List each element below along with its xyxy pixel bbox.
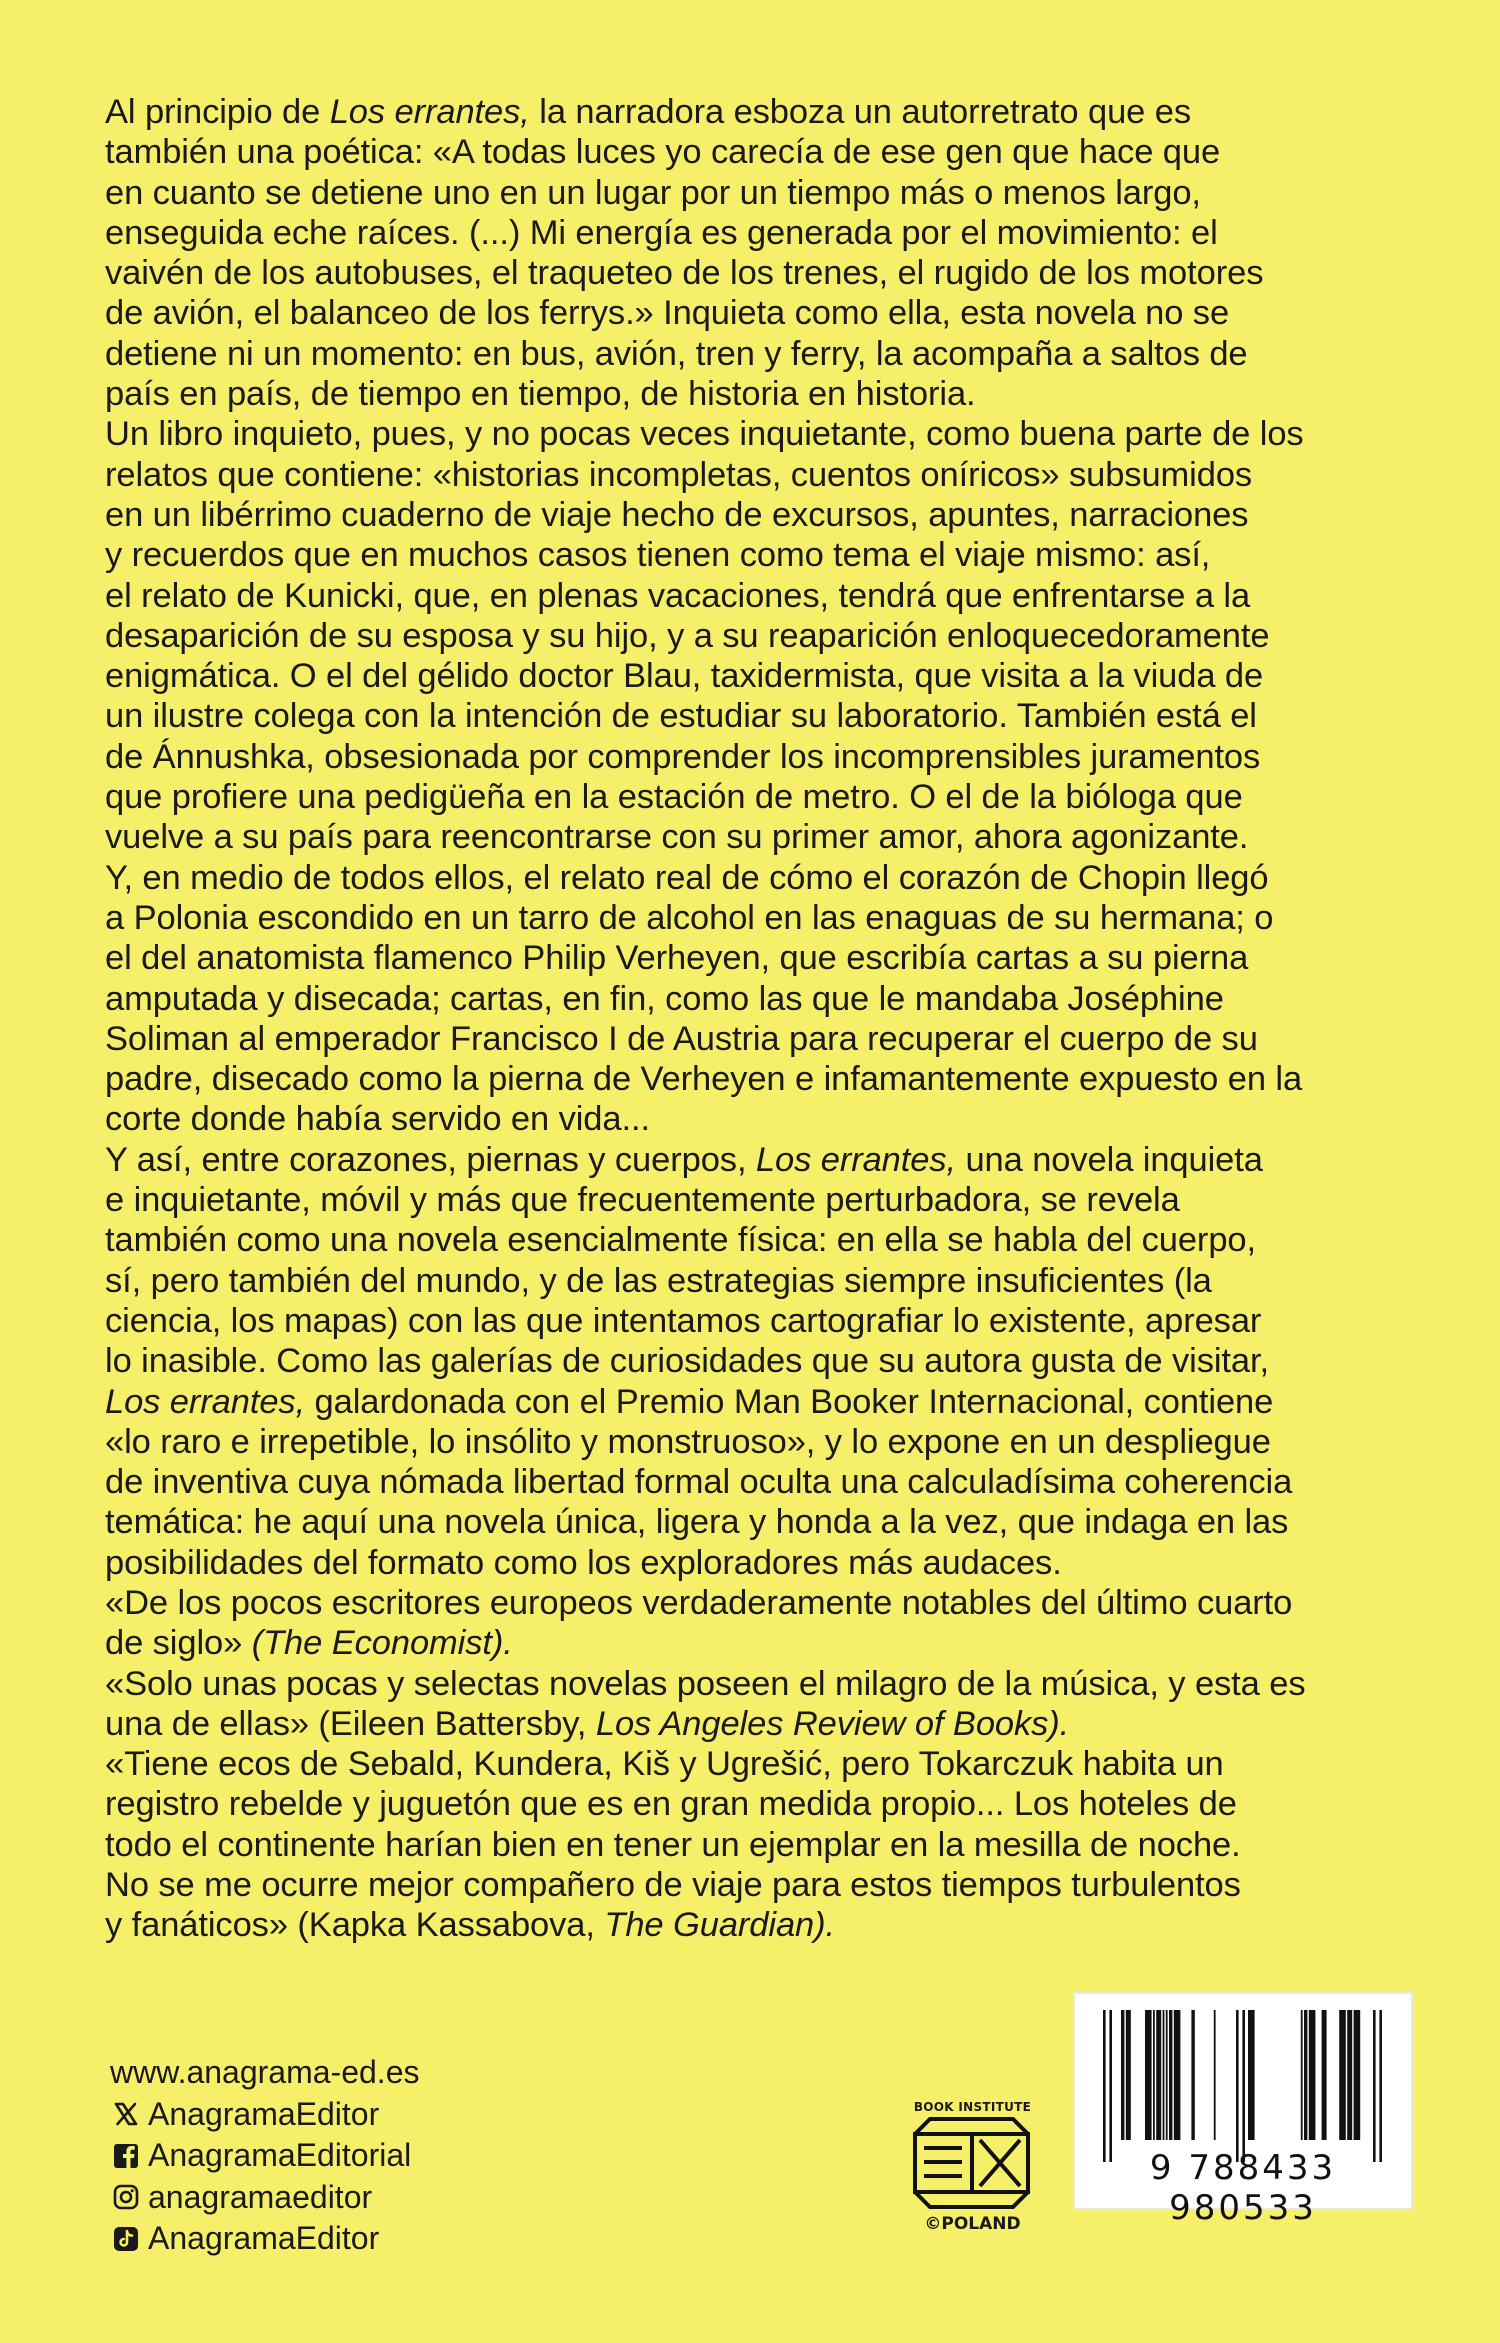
blurb-text-segment: enseguida eche raíces. (...) Mi energía es generada por el movimiento: el (105, 213, 1218, 252)
barcode-bar (1163, 2010, 1165, 2140)
barcode-bar (1169, 2010, 1172, 2140)
barcode-bar (1145, 2010, 1152, 2140)
barcode-bar (1248, 2010, 1255, 2140)
barcode-bar (1339, 2010, 1346, 2140)
blurb-line (105, 495, 1440, 535)
blurb-text-segment: todo el continente harían bien en tener un ejemplar en la mesilla de noche. (105, 1825, 1241, 1864)
facebook-icon (110, 2140, 142, 2172)
blurb-line (105, 1664, 1440, 1704)
tiktok-contact[interactable] (110, 2218, 419, 2260)
blurb-line (105, 535, 1440, 575)
blurb-text-segment: en cuanto se detiene uno en un lugar por un tiempo más o menos largo, (105, 173, 1201, 212)
italic-title: Los errantes, (329, 93, 530, 131)
blurb-line (105, 334, 1440, 374)
blurb-text-segment: también una poética: «A todas luces yo carecía de ese gen que hace que (105, 133, 1221, 172)
instagram-contact[interactable] (110, 2177, 419, 2219)
italic-title: (The Economist). (251, 1624, 513, 1663)
website-text[interactable]: www.anagrama-ed.es (110, 2054, 420, 2090)
blurb-text-segment: una de ellas» (Eileen Battersby, (105, 1704, 596, 1743)
blurb-line (105, 414, 1440, 454)
blurb-text-segment: detiene ni un momento: en bus, avión, tren y ferry, la acompaña a saltos de (105, 334, 1248, 373)
x-contact[interactable] (110, 2094, 419, 2136)
blurb-text-segment: enigmática. O el del gélido doctor Blau, taxidermista, que visita a la viuda de (105, 657, 1264, 696)
barcode-bar (1304, 2010, 1307, 2140)
blurb-text-segment: Un libro inquieto, pues, y no pocas veces inquietante, como buena parte de los (105, 415, 1304, 454)
barcode-guard-bar (1379, 2010, 1382, 2162)
blurb-line (105, 1382, 1440, 1422)
blurb-text-segment: relatos que contiene: «historias incompletas, cuentos oníricos» subsumidos (105, 455, 1253, 494)
blurb-text-segment: que profiere una pedigüeña en la estación de metro. O el de la bióloga que (105, 778, 1243, 817)
blurb-line (105, 1865, 1440, 1905)
blurb-line (105, 858, 1440, 898)
barcode-bar (1126, 2010, 1131, 2140)
blurb-line (105, 656, 1440, 696)
blurb-text-segment: amputada y disecada; cartas, en fin, como las que le mandaba Joséphine (105, 979, 1224, 1018)
isbn-number: 9 788433 980533 (1149, 2148, 1337, 2228)
blurb-text-segment: padre, disecado como la pierna de Verheyen e infamantemente expuesto en la (105, 1060, 1303, 1099)
blurb-text-segment: «Tiene ecos de Sebald, Kundera, Kiš y Ugrešić, pero Tokarczuk habita un (105, 1745, 1224, 1784)
blurb-text-segment: el del anatomista flamenco Philip Verheyen, que escribía cartas a su pierna (105, 939, 1249, 978)
blurb-text-segment: sí, pero también del mundo, y de las estrategias siempre insuficientes (la (105, 1261, 1212, 1300)
blurb-text-segment: a Polonia escondido en un tarro de alcohol en las enaguas de su hermana; o (105, 898, 1274, 937)
blurb-line (105, 1301, 1440, 1341)
blurb-line (105, 898, 1440, 938)
blurb-text-segment: de Ánnushka, obsesionada por comprender los incomprensibles juramentos (105, 737, 1261, 776)
blurb-line (105, 1784, 1440, 1824)
barcode-guard-bar (1109, 2010, 1112, 2162)
blurb-line (105, 1583, 1440, 1623)
blurb-text-segment: Al principio de (105, 93, 330, 131)
blurb-line (105, 1341, 1440, 1381)
barcode-bar (1309, 2010, 1316, 2140)
blurb-text-segment: «lo raro e irrepetible, lo insólito y monstruoso», y lo expone en un despliegue (105, 1422, 1271, 1461)
italic-title: Los errantes, (755, 1140, 956, 1179)
book-institute-country: ©POLAND (924, 2214, 1021, 2234)
blurb-text-segment: «De los pocos escritores europeos verdaderamente notables del último cuarto (105, 1583, 1293, 1622)
blurb-line (105, 1704, 1440, 1744)
blurb-line (105, 374, 1440, 414)
blurb-line (105, 1261, 1440, 1301)
blurb-text-segment: Soliman al emperador Francisco I de Austria para recuperar el cuerpo de su (105, 1019, 1258, 1058)
blurb-line (105, 92, 1440, 132)
publisher-contacts (110, 2052, 419, 2260)
tiktok-handle[interactable]: AnagramaEditor (148, 2220, 380, 2256)
blurb-text-segment: corte donde había servido en vida... (105, 1100, 650, 1139)
blurb-line (105, 1220, 1440, 1260)
blurb-text-segment: registro rebelde y juguetón que es en gran medida propio... Los hoteles de (105, 1785, 1237, 1824)
blurb-line (105, 1502, 1440, 1542)
blurb-text-segment: e inquietante, móvil y más que frecuentemente perturbadora, se revela (105, 1181, 1180, 1220)
blurb-line (105, 576, 1440, 616)
blurb-line (105, 1180, 1440, 1220)
blurb-text (105, 92, 1440, 1946)
barcode-bar (1301, 2010, 1303, 2140)
barcode-guard-bar (1103, 2010, 1106, 2162)
book-institute-logo (910, 2100, 1035, 2250)
barcode-bar (1354, 2010, 1361, 2140)
x-handle[interactable]: AnagramaEditor (148, 2095, 380, 2132)
blurb-text-segment: de inventiva cuya nómada libertad formal oculta una calculadísima coherencia (105, 1463, 1293, 1502)
blurb-text-segment: de avión, el balanceo de los ferrys.» Inquieta como ella, esta novela no se (105, 294, 1230, 333)
blurb-line (105, 616, 1440, 656)
blurb-line (105, 1462, 1440, 1502)
blurb-text-segment: lo inasible. Como las galerías de curiosidades que su autora gusta de visitar, (105, 1342, 1269, 1381)
blurb-line (105, 777, 1440, 817)
blurb-line (105, 1422, 1440, 1462)
blurb-text-segment: la narradora esboza un autorretrato que es (529, 93, 1191, 131)
blurb-line (105, 1905, 1440, 1945)
blurb-text-segment: galardonada con el Premio Man Booker Internacional, contiene (305, 1382, 1274, 1421)
blurb-text-segment: también como una novela esencialmente física: en ella se habla del cuerpo, (105, 1221, 1256, 1260)
blurb-text-segment: país en país, de tiempo en tiempo, de historia en historia. (105, 375, 976, 414)
blurb-line (105, 1744, 1440, 1784)
blurb-line (105, 455, 1440, 495)
blurb-text-segment: No se me ocurre mejor compañero de viaje para estos tiempos turbulentos (105, 1866, 1241, 1905)
barcode-bar (1191, 2010, 1194, 2140)
blurb-line (105, 1543, 1440, 1583)
blurb-line (105, 253, 1440, 293)
blurb-line (105, 1623, 1440, 1663)
barcode-bar (1174, 2010, 1181, 2140)
italic-title: Los Angeles Review of Books). (595, 1704, 1070, 1743)
barcode-guard-bar (1236, 2010, 1239, 2162)
blurb-text-segment: desaparición de su esposa y su hijo, y a su reaparición enloquecedoramente (105, 616, 1270, 655)
instagram-icon (110, 2181, 142, 2213)
blurb-text-segment: y fanáticos» (Kapka Kassabova, (105, 1906, 605, 1945)
blurb-line (105, 979, 1440, 1019)
barcode-bar (1322, 2010, 1327, 2140)
blurb-text-segment: temática: he aquí una novela única, ligera y honda a la vez, que indaga en las (105, 1503, 1289, 1542)
blurb-text-segment: y recuerdos que en muchos casos tienen como tema el viaje mismo: así, (105, 536, 1211, 575)
blurb-text-segment: de siglo» (105, 1624, 252, 1663)
blurb-line (105, 817, 1440, 857)
facebook-handle[interactable]: AnagramaEditorial (148, 2137, 412, 2173)
italic-title: The Guardian). (604, 1906, 835, 1945)
website-link[interactable] (110, 2052, 419, 2094)
book-institute-emblem-icon (910, 2114, 1035, 2212)
italic-title: Los errantes, (105, 1382, 306, 1421)
tiktok-icon (110, 2223, 142, 2255)
book-institute-label: BOOK INSTITUTE (913, 2100, 1032, 2114)
blurb-line (105, 1059, 1440, 1099)
blurb-line (105, 213, 1440, 253)
barcode-bar (1166, 2010, 1168, 2140)
blurb-text-segment: un ilustre colega con la intención de estudiar su laboratorio. También está el (105, 697, 1257, 736)
facebook-contact[interactable] (110, 2135, 419, 2177)
blurb-line (105, 1019, 1440, 1059)
barcode-bar (1153, 2010, 1155, 2140)
instagram-handle[interactable]: anagramaeditor (148, 2178, 373, 2215)
blurb-line (105, 132, 1440, 172)
blurb-line (105, 1140, 1440, 1180)
blurb-line (105, 293, 1440, 333)
barcode-bar (1121, 2010, 1124, 2140)
blurb-line (105, 737, 1440, 777)
blurb-text-segment: vuelve a su país para reencontrarse con su primer amor, ahora agonizante. (105, 818, 1249, 857)
barcode-bar (1156, 2010, 1161, 2140)
blurb-line (105, 1099, 1440, 1139)
blurb-line (105, 1825, 1440, 1865)
blurb-text-segment: Y así, entre corazones, piernas y cuerpos, (105, 1140, 756, 1179)
blurb-text-segment: en un libérrimo cuaderno de viaje hecho de excursos, apuntes, narraciones (105, 495, 1249, 534)
blurb-text-segment: el relato de Kunicki, que, en plenas vacaciones, tendrá que enfrentarse a la (105, 576, 1251, 615)
barcode-bar (1214, 2010, 1216, 2140)
barcode-guard-bar (1373, 2010, 1376, 2162)
blurb-text-segment: Y, en medio de todos ellos, el relato real de cómo el corazón de Chopin llegó (105, 858, 1269, 897)
x-logo-icon (110, 2098, 142, 2130)
blurb-line (105, 173, 1440, 213)
blurb-line (105, 696, 1440, 736)
blurb-text-segment: ciencia, los mapas) con las que intentamos cartografiar lo existente, apresar (105, 1301, 1262, 1340)
blurb-text-segment: posibilidades del formato como los exploradores más audaces. (105, 1543, 1062, 1582)
blurb-text-segment: «Solo unas pocas y selectas novelas poseen el milagro de la música, y esta es (105, 1664, 1306, 1703)
blurb-text-segment: vaivén de los autobuses, el traqueteo de los trenes, el rugido de los motores (105, 254, 1264, 293)
blurb-text-segment: una novela inquieta (955, 1140, 1263, 1179)
barcode-guard-bar (1242, 2010, 1245, 2162)
blurb-line (105, 938, 1440, 978)
barcode-bar (1347, 2010, 1352, 2140)
